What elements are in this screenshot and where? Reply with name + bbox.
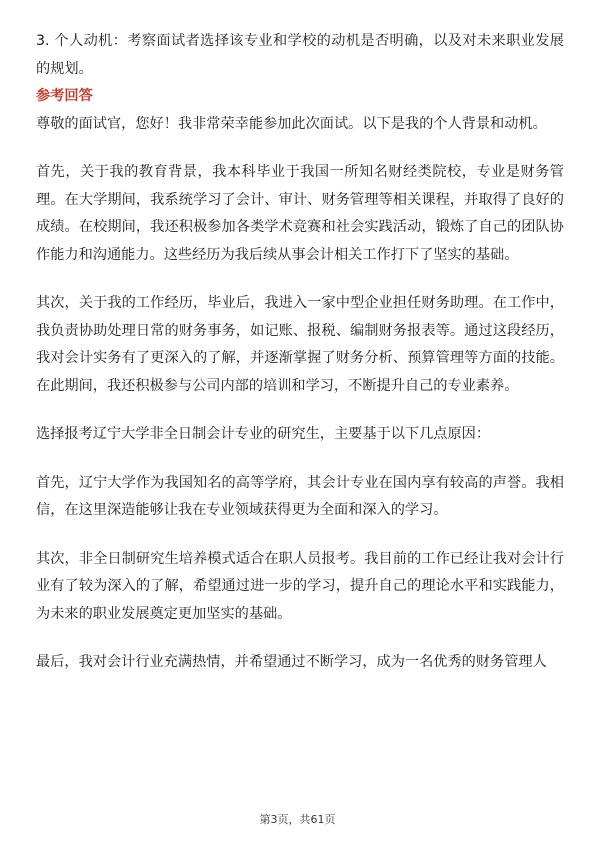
question-text: 3. 个人动机：考察面试者选择该专业和学校的动机是否明确，以及对未来职业发展的规划。 — [36, 33, 564, 77]
paragraph-reason-one: 首先，辽宁大学作为我国知名的高等学府，其会计专业在国内享有较高的声誉。我相信，在这里深造能够让我在专业领域获得更为全面和深入的学习。 — [36, 474, 564, 518]
answer-heading: 参考回答 — [36, 88, 93, 104]
document-body — [36, 28, 564, 677]
page-number: 第3页，共61页 — [259, 813, 336, 826]
paragraph-reasons-intro: 选择报考辽宁大学非全日制会计专业的研究生，主要基于以下几点原因： — [36, 426, 491, 442]
paragraph-reason-two: 其次，非全日制研究生培养模式适合在职人员报考。我目前的工作已经让我对会计行业有了较为深入的了解，希望通过进一步的学习，提升自己的理论水平和实践能力，为未来的职业发展奠定更加坚实的基础。 — [36, 550, 564, 622]
paragraph-intro: 尊敬的面试官，您好！我非常荣幸能参加此次面试。以下是我的个人背景和动机。 — [36, 115, 547, 132]
paragraph-education: 首先，关于我的教育背景，我本科毕业于我国一所知名财经类院校，专业是财务管理。在大学期间，我系统学习了会计、审计、财务管理等相关课程，并取得了良好的成绩。在校期间，我还积极参加各类学术竞赛和社会实践活动，锻炼了自己的团队协作能力和沟通能力。这些经历为我后续从事会计相关工作打下了坚实的基础。 — [36, 164, 564, 263]
paragraph-work: 其次，关于我的工作经历，毕业后，我进入一家中型企业担任财务助理。在工作中，我负责协助处理日常的财务事务，如记账、报税、编制财务报表等。通过这段经历，我对会计实务有了更深入的了解，并逐渐掌握了财务分析、预算管理等方面的技能。在此期间，我还积极参与公司内部的培训和学习，不断提升自己的专业素养。 — [36, 295, 564, 394]
paragraph-reason-three: 最后，我对会计行业充满热情，并希望通过不断学习，成为一名优秀的财务管理人 — [36, 654, 547, 670]
